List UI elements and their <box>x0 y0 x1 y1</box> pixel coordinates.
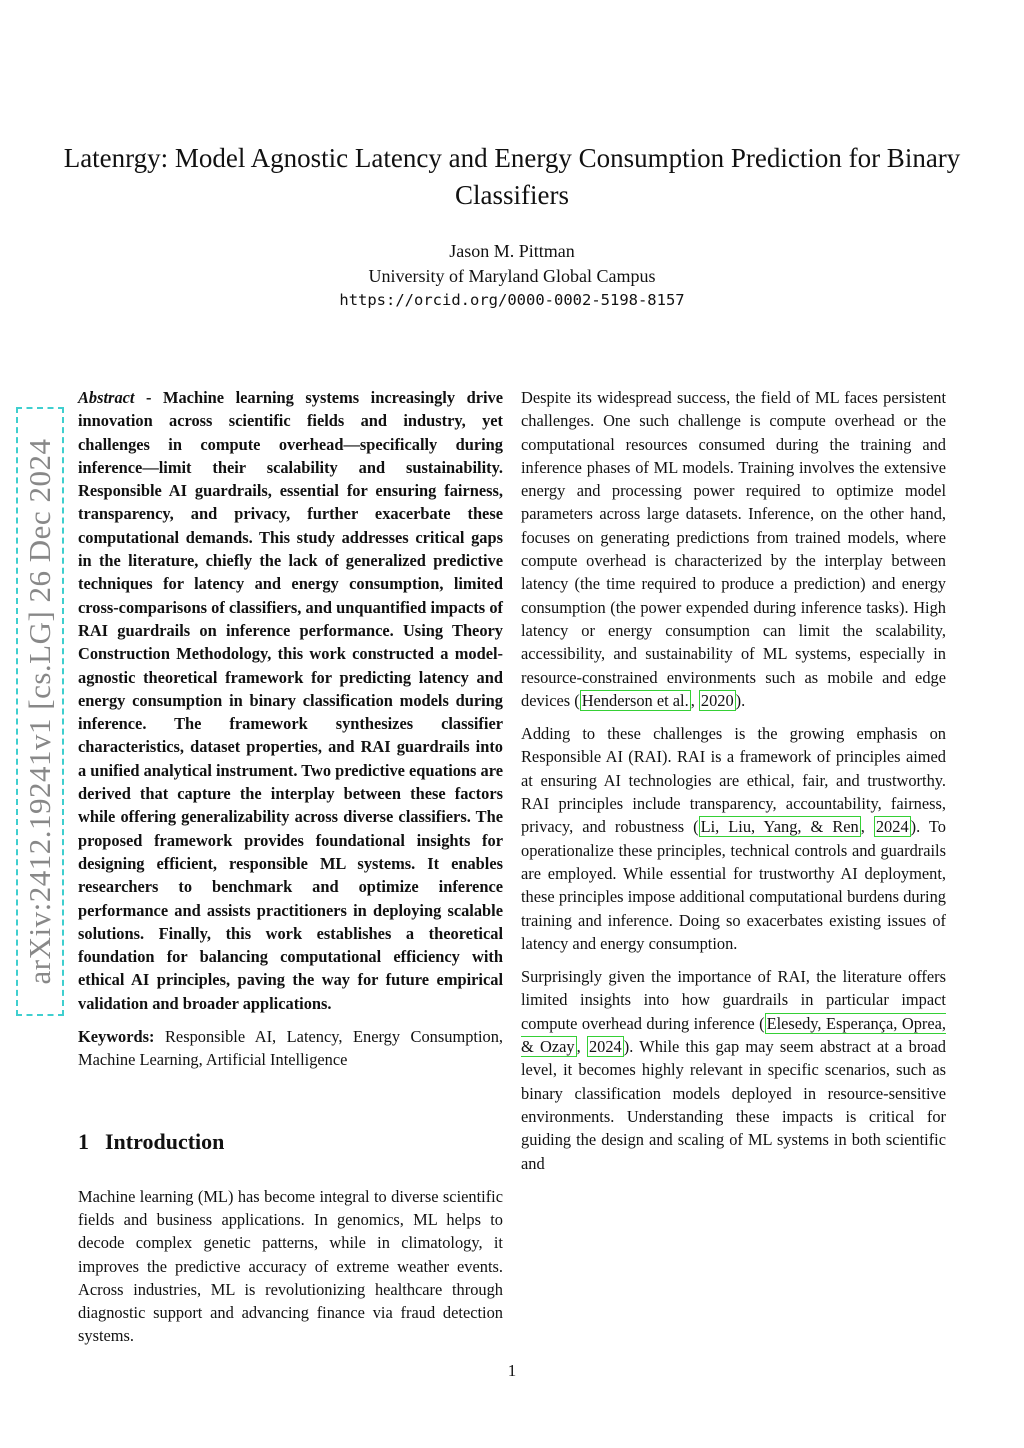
section-number: 1 <box>78 1128 89 1154</box>
paragraph-text-end: ). To operationalize these principles, technical controls and guardrails are employed. While essential for trustworthy AI deployment, these principles impose additional computational burdens during training and inference. Doing so exacerbates existing issues of latency and energy consumption. <box>521 817 946 953</box>
section-title: Introduction <box>105 1128 225 1154</box>
paragraph-text: Despite its widespread success, the field of ML faces persistent challenges. One such challenge is compute overhead or the computational resources consumed during the training and inference phases of ML models. Training involves the extensive energy and processing power required to optimize model parameters across large datasets. Inference, on the other hand, focuses on generating predictions from trained models, where compute overhead is characterized by the interplay between latency (the time required to produce a prediction) and energy consumption (the power expended during inference tasks). High latency or energy consumption can limit the scalability, accessibility, and sustainability of ML systems, especially in resource-constrained environments such as mobile and edge devices ( <box>521 388 946 710</box>
citation-link-year[interactable]: 2024 <box>588 1037 622 1057</box>
keywords-label: Keywords: <box>78 1027 155 1047</box>
intro-paragraph-1: Machine learning (ML) has become integral to diverse scientific fields and business applications. In genomics, ML helps to decode complex genetic patterns, while in climatology, it improves the predictive accuracy of extreme weather events. Across industries, ML is revolutionizing healthcare through diagnostic support and advancing finance via fraud detection systems. <box>78 1186 503 1346</box>
paragraph-text: Surprisingly given the importance of RAI, the literature offers limited insights into how guardrails in particular impact compute overhead during inference ( <box>521 967 946 1033</box>
author-name: Jason M. Pittman <box>449 241 575 261</box>
intro-paragraph-3 <box>521 722 946 955</box>
left-column <box>78 386 503 1358</box>
author-affiliation: University of Maryland Global Campus <box>368 265 656 286</box>
citation-separator: , <box>860 817 874 837</box>
paragraph-text-end: ). <box>735 690 746 710</box>
keywords-text: Responsible AI, Latency, Energy Consumption, Machine Learning, Artificial Intelligence <box>78 1027 503 1070</box>
section-heading-introduction <box>78 1127 503 1157</box>
abstract-text: - Machine learning systems increasingly drive innovation across scientific fields and industry, yet challenges in compute overhead—specifically during inference—limit their scalability and sustainability. Responsible AI guardrails, essential for ensuring fairness, transparency, and privacy, further exacerbate these computational demands. This study addresses critical gaps in the literature, chiefly the lack of generalized predictive techniques for latency and energy consumption, limited cross-comparisons of classifiers, and unquantified impacts of RAI guardrails on inference performance. Using Theory Construction Methodology, this work constructed a model-agnostic theoretical framework for predicting latency and energy consumption in binary classification models during inference. The framework synthesizes classifier characteristics, dataset properties, and RAI guardrails into a unified analytical instrument. Two predictive equations are derived that capture the interplay between these factors while offering generalizability across diverse classifiers. The proposed framework provides foundational insights for designing efficient, responsible ML systems. It enables researchers to benchmark and optimize inference performance and assists practitioners in deploying scalable solutions. Finally, this work establishes a theoretical foundation for balancing computational efficiency with ethical AI principles, paving the way for future empirical validation and broader applications. <box>78 388 503 1013</box>
citation-link-year[interactable]: 2024 <box>875 817 909 837</box>
citation-separator: , <box>576 1037 587 1057</box>
paper-title: Latenrgy: Model Agnostic Latency and Energy Consumption Prediction for Binary Classifiers <box>63 143 961 210</box>
abstract-label: Abstract <box>78 388 135 407</box>
citation-link-author[interactable]: Elesedy, Esperança, Oprea, & Ozay <box>521 1013 946 1057</box>
intro-paragraph-4 <box>521 965 946 1175</box>
arxiv-stamp[interactable]: arXiv:2412.19241v1 [cs.LG] 26 Dec 2024 <box>16 407 64 1016</box>
paragraph-text-end: ). While this gap may seem abstract at a broad level, it becomes highly relevant in specific scenarios, such as binary classification models deployed in resource-sensitive environments. Understanding these impacts is critical for guiding the design and scaling of ML systems in both scientific and <box>521 1037 946 1173</box>
page-number: 1 <box>507 1361 517 1380</box>
intro-paragraph-2 <box>521 386 946 712</box>
citation-link-author[interactable]: Henderson et al. <box>581 690 689 710</box>
author-orcid-link[interactable]: https://orcid.org/0000-0002-5198-8157 <box>339 291 685 309</box>
abstract <box>78 386 503 1015</box>
citation-link-author[interactable]: Li, Liu, Yang, & Ren <box>700 817 859 837</box>
right-column <box>521 386 946 1185</box>
citation-link-year[interactable]: 2020 <box>700 690 734 710</box>
citation-separator: , <box>690 690 699 710</box>
keywords <box>78 1025 503 1072</box>
paragraph-text: Adding to these challenges is the growing emphasis on Responsible AI (RAI). RAI is a framework of principles aimed at ensuring AI technologies are ethical, fair, and trustworthy. RAI principles include transparency, accountability, fairness, privacy, and robustness ( <box>521 724 946 837</box>
author-block <box>60 239 964 313</box>
